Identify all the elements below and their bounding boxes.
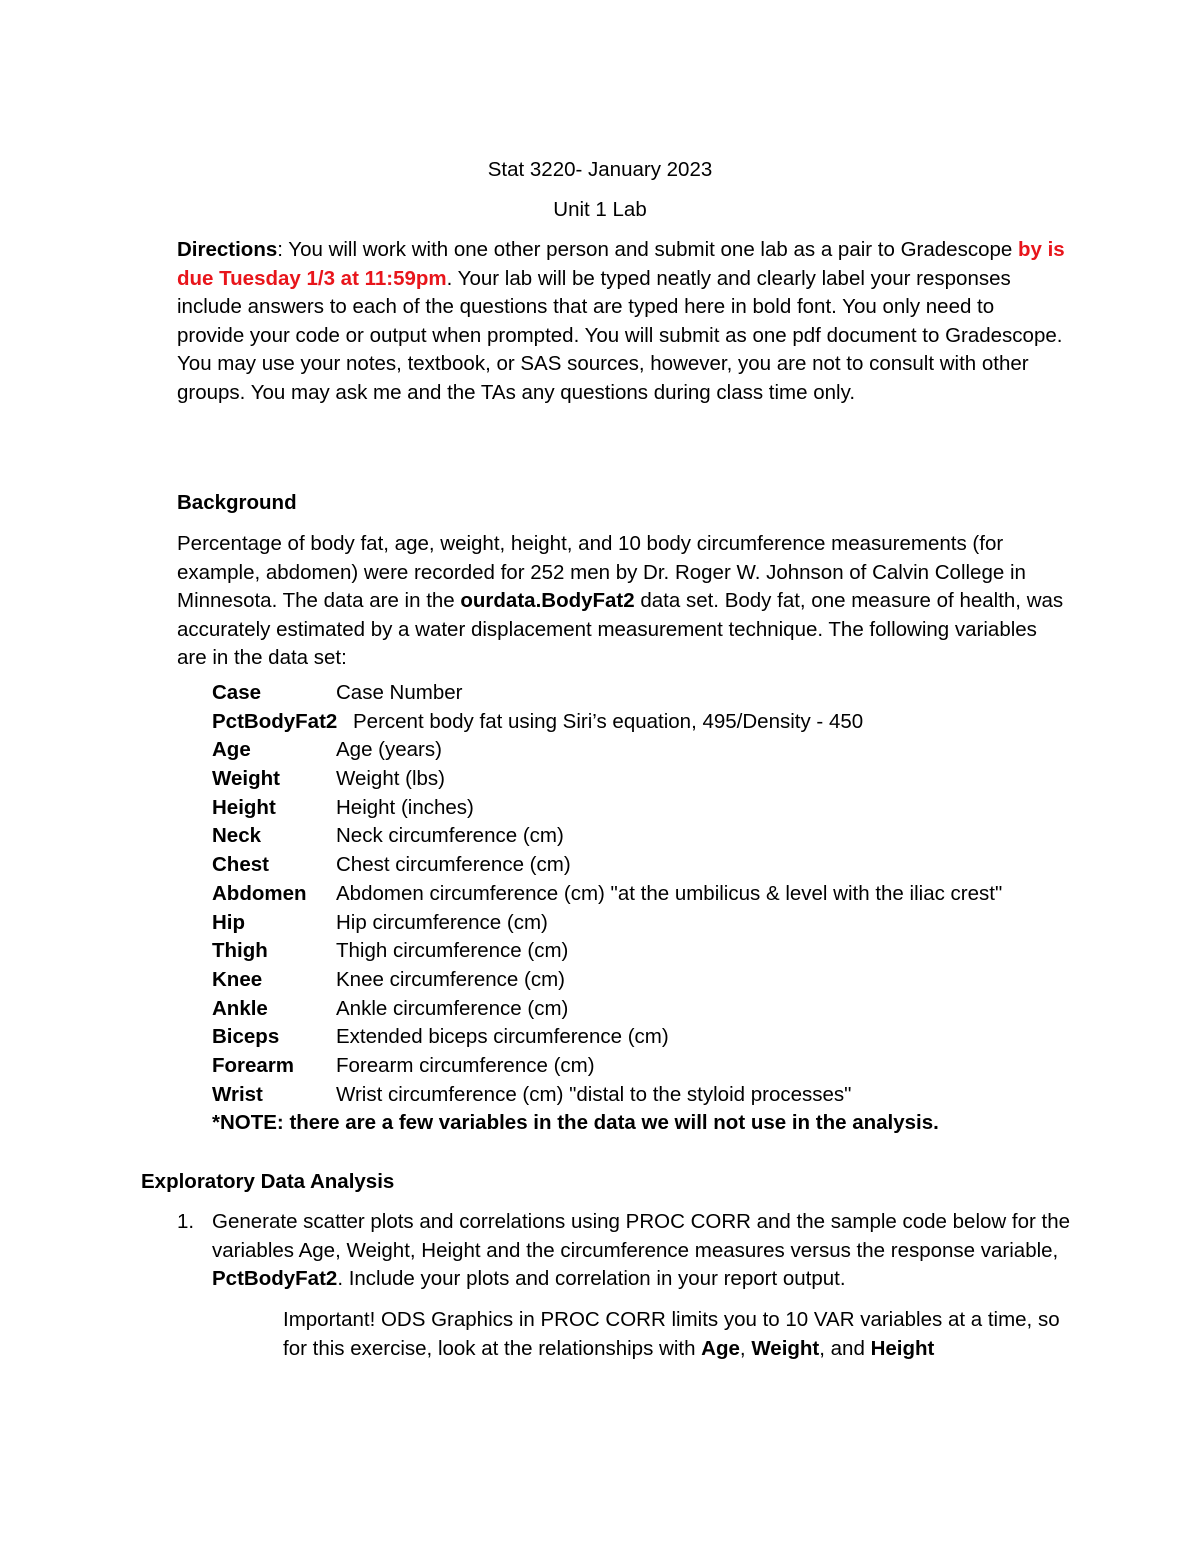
response-variable: PctBodyFat2	[212, 1267, 338, 1291]
variable-description: Ankle circumference (cm)	[336, 996, 569, 1020]
variable-description: Thigh circumference (cm)	[336, 939, 569, 963]
variable-description: Abdomen circumference (cm) "at the umbilicus & level with the iliac crest"	[336, 881, 1003, 905]
variable-name: Hip	[212, 910, 246, 934]
background-paragraph	[177, 530, 1067, 673]
variable-row	[212, 822, 1112, 851]
directions-text-before: You will work with one other person and submit one lab as a pair to Gradescope	[282, 238, 1018, 261]
variable-description: Age (years)	[336, 738, 442, 762]
variable-row	[212, 765, 1112, 794]
variable-name: Thigh	[212, 939, 268, 963]
variable-name: Forearm	[212, 1053, 295, 1077]
variable-description: Extended biceps circumference (cm)	[336, 1025, 669, 1049]
important-weight: Weight	[751, 1336, 820, 1360]
important-height: Height	[870, 1336, 935, 1360]
variable-row	[212, 851, 1112, 880]
variable-row	[212, 679, 1112, 708]
variable-description: Wrist circumference (cm) "distal to the styloid processes"	[336, 1082, 852, 1106]
background-text-before: Percentage of body fat, age, weight, height, and 10 body circumference measurements (for example, abdomen) were recorded for 252 men by Dr. Roger W. Johnson of Calvin College in Minnesota. The data are in the	[177, 532, 1026, 613]
variable-name: Neck	[212, 824, 262, 848]
variable-row	[212, 937, 1112, 966]
directions-text-after: . Your lab will be typed neatly and clearly label your responses include answers to each of the questions that are typed here in bold font. You only need to provide your code or output when prompted. You will submit as one pdf document to Gradescope. You may use your notes, textbook, or SAS sources, however, you are not to consult with other groups. You may ask me and the TAs any questions during class time only.	[177, 266, 1063, 404]
variable-description: Hip circumference (cm)	[336, 910, 548, 934]
variable-name: Wrist	[212, 1082, 263, 1106]
variable-description: Weight (lbs)	[336, 767, 445, 791]
variable-description: Height (inches)	[336, 795, 474, 819]
variable-row	[212, 1023, 1112, 1052]
variable-name: Height	[212, 795, 276, 819]
important-separator: , and	[819, 1336, 871, 1360]
variable-description: Forearm circumference (cm)	[336, 1053, 595, 1077]
background-heading: Background	[177, 491, 297, 514]
note-text: *NOTE: there are a few variables in the data we will not use in the analysis.	[212, 1111, 939, 1135]
variable-name: Knee	[212, 967, 263, 991]
variable-name: Biceps	[212, 1025, 280, 1049]
variable-name: Chest	[212, 853, 269, 877]
background-text-after: data set. Body fat, one measure of health, was accurately estimated by a water displacement measurement technique. The following variables are in the data set:	[177, 589, 1064, 670]
variable-name: Ankle	[212, 996, 268, 1020]
directions-colon: :	[277, 238, 283, 261]
variable-description: Knee circumference (cm)	[336, 967, 565, 991]
variable-name: Weight	[212, 767, 280, 791]
directions-label: Directions	[177, 238, 278, 261]
important-age: Age	[701, 1336, 740, 1360]
important-text: Important! ODS Graphics in PROC CORR limits you to 10 VAR variables at a time, so for this exercise, look at the relationships with	[283, 1308, 1060, 1360]
variable-description: Case Number	[336, 681, 463, 704]
variable-row	[212, 880, 1112, 909]
variable-row	[212, 1052, 1112, 1081]
variable-description: Neck circumference (cm)	[336, 824, 564, 848]
question-text	[212, 1208, 1072, 1294]
variable-row	[212, 995, 1112, 1024]
variable-name: PctBodyFat2	[212, 709, 338, 733]
variable-row	[212, 794, 1112, 823]
question-number: 1.	[177, 1210, 195, 1233]
important-separator: ,	[739, 1336, 752, 1360]
variable-name: Case	[212, 681, 262, 704]
variable-row	[212, 1081, 1112, 1110]
question-text-after: . Include your plots and correlation in your report output.	[337, 1267, 846, 1291]
document-subtitle: Unit 1 Lab	[553, 198, 647, 221]
variable-row	[212, 909, 1112, 938]
document-title: Stat 3220- January 2023	[487, 158, 713, 181]
variable-row	[212, 966, 1112, 995]
variable-name: Abdomen	[212, 881, 307, 905]
variable-description: Chest circumference (cm)	[336, 853, 571, 877]
important-note	[283, 1306, 1073, 1363]
due-date: by is due Tuesday 1/3 at 11:59pm	[177, 238, 1065, 290]
question-text-before: Generate scatter plots and correlations using PROC CORR and the sample code below for the variables Age, Weight, Height and the circumference measures versus the response variable,	[212, 1210, 1071, 1262]
variable-description: Percent body fat using Siri’s equation, 495/Density - 450	[353, 709, 864, 733]
variable-row	[212, 708, 1112, 737]
dataset-name: ourdata.BodyFat2	[460, 589, 635, 613]
variable-name: Age	[212, 738, 251, 762]
eda-heading: Exploratory Data Analysis	[141, 1170, 395, 1193]
variable-list	[212, 679, 1112, 1138]
directions-paragraph	[177, 236, 1067, 408]
variable-row	[212, 736, 1112, 765]
